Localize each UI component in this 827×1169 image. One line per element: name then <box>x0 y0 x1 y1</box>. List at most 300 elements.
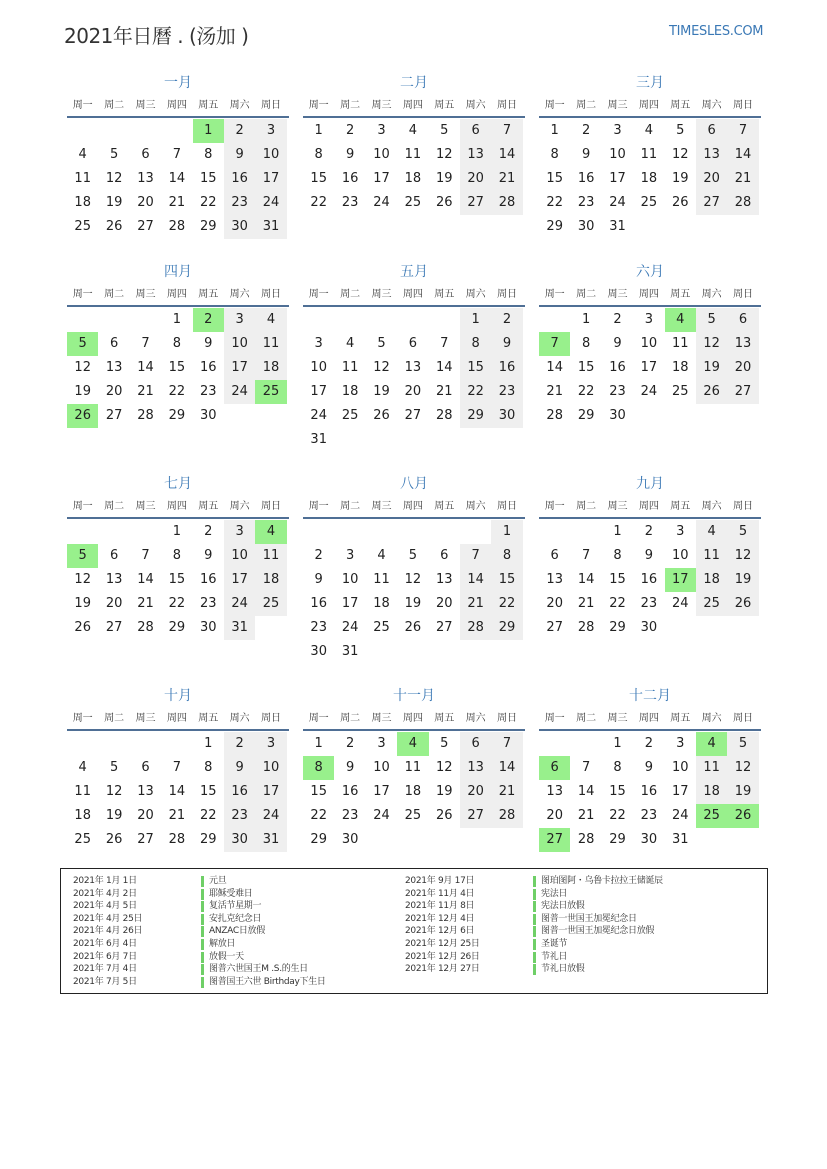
day-cell[interactable]: 1 <box>204 736 213 751</box>
day-cell[interactable]: 22 <box>310 195 327 210</box>
day-cell[interactable]: 2 <box>345 123 355 138</box>
day-cell[interactable]: 9 <box>224 143 255 167</box>
day-cell[interactable]: 27 <box>546 620 563 635</box>
day-cell[interactable]: 5 <box>727 732 758 756</box>
day-cell[interactable]: 19 <box>727 568 758 592</box>
day-cell[interactable]: 29 <box>546 219 563 234</box>
holiday-day-cell[interactable]: 2 <box>193 308 224 332</box>
holiday-day-cell[interactable]: 25 <box>255 380 286 404</box>
day-cell[interactable]: 1 <box>613 524 622 539</box>
day-cell[interactable]: 12 <box>404 572 422 587</box>
day-cell[interactable]: 21 <box>491 780 522 804</box>
day-cell[interactable]: 12 <box>105 784 123 799</box>
day-cell[interactable]: 8 <box>172 548 181 563</box>
day-cell[interactable]: 9 <box>314 572 323 587</box>
day-cell[interactable]: 27 <box>460 804 491 828</box>
day-cell[interactable]: 14 <box>168 171 186 186</box>
day-cell[interactable]: 21 <box>727 167 758 191</box>
day-cell[interactable]: 6 <box>408 336 417 351</box>
day-cell[interactable]: 25 <box>74 219 91 234</box>
day-cell[interactable]: 20 <box>404 384 422 399</box>
day-cell[interactable]: 13 <box>137 171 154 186</box>
day-cell[interactable]: 27 <box>696 191 727 215</box>
day-cell[interactable]: 2 <box>581 123 591 138</box>
day-cell[interactable]: 6 <box>109 336 119 351</box>
day-cell[interactable]: 28 <box>137 408 154 423</box>
day-cell[interactable]: 24 <box>640 384 658 399</box>
day-cell[interactable]: 10 <box>671 548 689 563</box>
day-cell[interactable]: 8 <box>460 332 491 356</box>
day-cell[interactable]: 16 <box>577 171 595 186</box>
day-cell[interactable]: 21 <box>435 384 453 399</box>
day-cell[interactable]: 18 <box>404 171 422 186</box>
day-cell[interactable]: 1 <box>613 736 622 751</box>
day-cell[interactable]: 30 <box>224 828 255 852</box>
day-cell[interactable]: 24 <box>255 191 286 215</box>
day-cell[interactable]: 28 <box>577 620 595 635</box>
day-cell[interactable]: 9 <box>204 548 213 563</box>
day-cell[interactable]: 30 <box>224 215 255 239</box>
day-cell[interactable]: 17 <box>255 780 286 804</box>
day-cell[interactable]: 3 <box>676 524 685 539</box>
day-cell[interactable]: 19 <box>373 384 390 399</box>
day-cell[interactable]: 4 <box>377 548 386 563</box>
day-cell[interactable]: 11 <box>404 147 422 162</box>
day-cell[interactable]: 8 <box>550 147 559 162</box>
day-cell[interactable]: 8 <box>613 548 622 563</box>
day-cell[interactable]: 1 <box>314 123 323 138</box>
day-cell[interactable]: 5 <box>440 736 449 751</box>
day-cell[interactable]: 10 <box>609 147 626 162</box>
day-cell[interactable]: 28 <box>137 620 154 635</box>
day-cell[interactable]: 1 <box>491 520 522 544</box>
day-cell[interactable]: 6 <box>696 119 727 143</box>
day-cell[interactable]: 13 <box>435 572 453 587</box>
holiday-day-cell[interactable]: 25 <box>696 804 727 828</box>
day-cell[interactable]: 13 <box>105 360 123 375</box>
day-cell[interactable]: 7 <box>141 548 150 563</box>
holiday-day-cell[interactable]: 4 <box>665 308 696 332</box>
day-cell[interactable]: 23 <box>310 620 327 635</box>
day-cell[interactable]: 19 <box>696 356 727 380</box>
day-cell[interactable]: 17 <box>671 784 689 799</box>
day-cell[interactable]: 6 <box>550 548 559 563</box>
day-cell[interactable]: 22 <box>546 195 563 210</box>
day-cell[interactable]: 11 <box>255 544 286 568</box>
day-cell[interactable]: 28 <box>727 191 758 215</box>
day-cell[interactable]: 9 <box>644 760 653 775</box>
day-cell[interactable]: 12 <box>74 360 91 375</box>
day-cell[interactable]: 31 <box>255 828 286 852</box>
day-cell[interactable]: 29 <box>609 832 626 847</box>
day-cell[interactable]: 29 <box>491 616 522 640</box>
day-cell[interactable]: 25 <box>255 592 286 616</box>
day-cell[interactable]: 13 <box>546 572 563 587</box>
day-cell[interactable]: 3 <box>255 732 286 756</box>
day-cell[interactable]: 16 <box>224 780 255 804</box>
day-cell[interactable]: 18 <box>404 784 422 799</box>
day-cell[interactable]: 2 <box>644 736 653 751</box>
day-cell[interactable]: 29 <box>310 832 327 847</box>
day-cell[interactable]: 11 <box>404 760 422 775</box>
day-cell[interactable]: 8 <box>581 336 591 351</box>
holiday-day-cell[interactable]: 5 <box>67 332 98 356</box>
day-cell[interactable]: 6 <box>141 147 150 162</box>
day-cell[interactable]: 12 <box>435 147 453 162</box>
day-cell[interactable]: 6 <box>440 548 449 563</box>
day-cell[interactable]: 31 <box>341 644 359 659</box>
day-cell[interactable]: 26 <box>696 380 727 404</box>
day-cell[interactable]: 21 <box>546 384 563 399</box>
day-cell[interactable]: 4 <box>255 308 286 332</box>
day-cell[interactable]: 8 <box>204 760 213 775</box>
day-cell[interactable]: 11 <box>341 360 359 375</box>
day-cell[interactable]: 20 <box>105 596 123 611</box>
day-cell[interactable]: 27 <box>137 219 154 234</box>
day-cell[interactable]: 27 <box>137 832 154 847</box>
day-cell[interactable]: 26 <box>435 808 453 823</box>
day-cell[interactable]: 6 <box>460 119 491 143</box>
day-cell[interactable]: 15 <box>199 784 217 799</box>
day-cell[interactable]: 25 <box>404 195 422 210</box>
day-cell[interactable]: 2 <box>345 736 355 751</box>
day-cell[interactable]: 12 <box>727 544 758 568</box>
day-cell[interactable]: 17 <box>609 171 626 186</box>
day-cell[interactable]: 24 <box>255 804 286 828</box>
day-cell[interactable]: 24 <box>224 592 255 616</box>
day-cell[interactable]: 22 <box>168 596 186 611</box>
day-cell[interactable]: 21 <box>460 592 491 616</box>
day-cell[interactable]: 18 <box>74 808 91 823</box>
holiday-day-cell[interactable]: 17 <box>665 568 696 592</box>
day-cell[interactable]: 16 <box>640 784 658 799</box>
day-cell[interactable]: 3 <box>613 123 622 138</box>
day-cell[interactable]: 22 <box>310 808 327 823</box>
day-cell[interactable]: 19 <box>74 596 91 611</box>
day-cell[interactable]: 5 <box>727 520 758 544</box>
day-cell[interactable]: 8 <box>491 544 522 568</box>
day-cell[interactable]: 11 <box>696 756 727 780</box>
day-cell[interactable]: 19 <box>727 780 758 804</box>
day-cell[interactable]: 7 <box>172 760 181 775</box>
day-cell[interactable]: 22 <box>460 380 491 404</box>
day-cell[interactable]: 10 <box>640 336 658 351</box>
day-cell[interactable]: 28 <box>168 832 186 847</box>
day-cell[interactable]: 12 <box>727 756 758 780</box>
day-cell[interactable]: 7 <box>440 336 449 351</box>
day-cell[interactable]: 23 <box>341 195 359 210</box>
day-cell[interactable]: 24 <box>609 195 626 210</box>
day-cell[interactable]: 28 <box>546 408 563 423</box>
day-cell[interactable]: 11 <box>671 336 689 351</box>
day-cell[interactable]: 23 <box>640 596 658 611</box>
day-cell[interactable]: 2 <box>314 548 323 563</box>
holiday-day-cell[interactable]: 4 <box>696 732 727 756</box>
day-cell[interactable]: 18 <box>255 568 286 592</box>
day-cell[interactable]: 4 <box>78 147 87 162</box>
day-cell[interactable]: 24 <box>373 195 390 210</box>
day-cell[interactable]: 17 <box>640 360 658 375</box>
day-cell[interactable]: 1 <box>460 308 491 332</box>
day-cell[interactable]: 31 <box>671 832 689 847</box>
day-cell[interactable]: 15 <box>609 572 626 587</box>
day-cell[interactable]: 14 <box>168 784 186 799</box>
day-cell[interactable]: 7 <box>141 336 150 351</box>
holiday-day-cell[interactable]: 8 <box>303 756 334 780</box>
day-cell[interactable]: 10 <box>671 760 689 775</box>
day-cell[interactable]: 22 <box>491 592 522 616</box>
day-cell[interactable]: 16 <box>199 360 217 375</box>
day-cell[interactable]: 28 <box>435 408 453 423</box>
day-cell[interactable]: 18 <box>255 356 286 380</box>
day-cell[interactable]: 4 <box>408 123 417 138</box>
day-cell[interactable]: 18 <box>373 596 390 611</box>
day-cell[interactable]: 7 <box>460 544 491 568</box>
day-cell[interactable]: 26 <box>373 408 390 423</box>
day-cell[interactable]: 26 <box>105 219 123 234</box>
day-cell[interactable]: 13 <box>460 756 491 780</box>
day-cell[interactable]: 24 <box>373 808 390 823</box>
day-cell[interactable]: 23 <box>341 808 359 823</box>
day-cell[interactable]: 22 <box>609 596 626 611</box>
day-cell[interactable]: 1 <box>581 312 591 327</box>
day-cell[interactable]: 7 <box>491 732 522 756</box>
day-cell[interactable]: 30 <box>199 408 217 423</box>
day-cell[interactable]: 17 <box>373 171 390 186</box>
day-cell[interactable]: 15 <box>168 360 186 375</box>
day-cell[interactable]: 3 <box>255 119 286 143</box>
day-cell[interactable]: 16 <box>640 572 658 587</box>
day-cell[interactable]: 28 <box>577 832 595 847</box>
day-cell[interactable]: 8 <box>314 147 323 162</box>
day-cell[interactable]: 24 <box>224 380 255 404</box>
day-cell[interactable]: 10 <box>310 360 327 375</box>
day-cell[interactable]: 10 <box>373 147 390 162</box>
day-cell[interactable]: 22 <box>168 384 186 399</box>
day-cell[interactable]: 13 <box>404 360 422 375</box>
day-cell[interactable]: 30 <box>341 832 359 847</box>
day-cell[interactable]: 2 <box>491 308 522 332</box>
day-cell[interactable]: 20 <box>727 356 758 380</box>
day-cell[interactable]: 26 <box>435 195 453 210</box>
day-cell[interactable]: 13 <box>460 143 491 167</box>
day-cell[interactable]: 3 <box>314 336 323 351</box>
day-cell[interactable]: 8 <box>204 147 213 162</box>
holiday-day-cell[interactable]: 4 <box>255 520 286 544</box>
day-cell[interactable]: 31 <box>224 616 255 640</box>
day-cell[interactable]: 6 <box>460 732 491 756</box>
day-cell[interactable]: 29 <box>168 408 186 423</box>
day-cell[interactable]: 20 <box>460 780 491 804</box>
day-cell[interactable]: 2 <box>644 524 653 539</box>
day-cell[interactable]: 5 <box>676 123 685 138</box>
day-cell[interactable]: 21 <box>137 384 154 399</box>
day-cell[interactable]: 16 <box>609 360 626 375</box>
day-cell[interactable]: 17 <box>224 356 255 380</box>
day-cell[interactable]: 11 <box>696 544 727 568</box>
day-cell[interactable]: 27 <box>727 380 758 404</box>
day-cell[interactable]: 24 <box>310 408 327 423</box>
holiday-day-cell[interactable]: 5 <box>67 544 98 568</box>
day-cell[interactable]: 7 <box>581 760 591 775</box>
day-cell[interactable]: 29 <box>199 832 217 847</box>
day-cell[interactable]: 10 <box>341 572 359 587</box>
day-cell[interactable]: 1 <box>550 123 559 138</box>
day-cell[interactable]: 4 <box>345 336 355 351</box>
day-cell[interactable]: 21 <box>168 195 186 210</box>
day-cell[interactable]: 6 <box>109 548 119 563</box>
day-cell[interactable]: 11 <box>74 171 91 186</box>
day-cell[interactable]: 10 <box>255 143 286 167</box>
day-cell[interactable]: 26 <box>105 832 123 847</box>
day-cell[interactable]: 26 <box>671 195 689 210</box>
day-cell[interactable]: 1 <box>314 736 323 751</box>
holiday-day-cell[interactable]: 6 <box>539 756 570 780</box>
day-cell[interactable]: 26 <box>74 620 91 635</box>
day-cell[interactable]: 16 <box>199 572 217 587</box>
holiday-day-cell[interactable]: 26 <box>67 404 98 428</box>
day-cell[interactable]: 31 <box>609 219 626 234</box>
day-cell[interactable]: 3 <box>224 520 255 544</box>
day-cell[interactable]: 19 <box>105 195 123 210</box>
day-cell[interactable]: 9 <box>204 336 213 351</box>
day-cell[interactable]: 26 <box>404 620 422 635</box>
day-cell[interactable]: 29 <box>460 404 491 428</box>
day-cell[interactable]: 9 <box>613 336 622 351</box>
day-cell[interactable]: 14 <box>577 784 595 799</box>
day-cell[interactable]: 27 <box>460 191 491 215</box>
day-cell[interactable]: 30 <box>609 408 626 423</box>
day-cell[interactable]: 9 <box>224 756 255 780</box>
holiday-day-cell[interactable]: 7 <box>539 332 570 356</box>
day-cell[interactable]: 9 <box>644 548 653 563</box>
day-cell[interactable]: 5 <box>377 336 386 351</box>
day-cell[interactable]: 3 <box>377 736 386 751</box>
day-cell[interactable]: 21 <box>168 808 186 823</box>
day-cell[interactable]: 5 <box>696 308 727 332</box>
day-cell[interactable]: 25 <box>640 195 658 210</box>
day-cell[interactable]: 12 <box>74 572 91 587</box>
day-cell[interactable]: 18 <box>74 195 91 210</box>
day-cell[interactable]: 3 <box>377 123 386 138</box>
day-cell[interactable]: 14 <box>577 572 595 587</box>
day-cell[interactable]: 9 <box>581 147 591 162</box>
day-cell[interactable]: 29 <box>199 219 217 234</box>
day-cell[interactable]: 5 <box>109 760 119 775</box>
day-cell[interactable]: 30 <box>199 620 217 635</box>
day-cell[interactable]: 3 <box>345 548 355 563</box>
day-cell[interactable]: 23 <box>199 384 217 399</box>
day-cell[interactable]: 8 <box>172 336 181 351</box>
day-cell[interactable]: 19 <box>74 384 91 399</box>
day-cell[interactable]: 19 <box>404 596 422 611</box>
day-cell[interactable]: 9 <box>491 332 522 356</box>
day-cell[interactable]: 19 <box>435 784 453 799</box>
day-cell[interactable]: 24 <box>341 620 359 635</box>
day-cell[interactable]: 11 <box>373 572 390 587</box>
day-cell[interactable]: 29 <box>577 408 595 423</box>
day-cell[interactable]: 22 <box>609 808 626 823</box>
day-cell[interactable]: 25 <box>373 620 390 635</box>
day-cell[interactable]: 23 <box>577 195 595 210</box>
day-cell[interactable]: 4 <box>644 123 653 138</box>
holiday-day-cell[interactable]: 4 <box>397 732 428 756</box>
day-cell[interactable]: 23 <box>609 384 626 399</box>
day-cell[interactable]: 18 <box>640 171 658 186</box>
day-cell[interactable]: 7 <box>581 548 591 563</box>
day-cell[interactable]: 14 <box>491 756 522 780</box>
day-cell[interactable]: 12 <box>671 147 689 162</box>
day-cell[interactable]: 12 <box>105 171 123 186</box>
day-cell[interactable]: 16 <box>224 167 255 191</box>
day-cell[interactable]: 13 <box>105 572 123 587</box>
day-cell[interactable]: 14 <box>137 360 154 375</box>
day-cell[interactable]: 1 <box>172 312 181 327</box>
day-cell[interactable]: 27 <box>404 408 422 423</box>
day-cell[interactable]: 14 <box>460 568 491 592</box>
day-cell[interactable]: 19 <box>105 808 123 823</box>
day-cell[interactable]: 18 <box>341 384 359 399</box>
day-cell[interactable]: 20 <box>546 808 563 823</box>
day-cell[interactable]: 27 <box>105 408 123 423</box>
day-cell[interactable]: 28 <box>168 219 186 234</box>
day-cell[interactable]: 14 <box>137 572 154 587</box>
day-cell[interactable]: 26 <box>727 592 758 616</box>
holiday-day-cell[interactable]: 1 <box>193 119 224 143</box>
day-cell[interactable]: 25 <box>74 832 91 847</box>
day-cell[interactable]: 15 <box>168 572 186 587</box>
day-cell[interactable]: 12 <box>435 760 453 775</box>
day-cell[interactable]: 16 <box>341 784 359 799</box>
day-cell[interactable]: 24 <box>671 596 689 611</box>
day-cell[interactable]: 7 <box>491 119 522 143</box>
day-cell[interactable]: 29 <box>168 620 186 635</box>
day-cell[interactable]: 8 <box>613 760 622 775</box>
day-cell[interactable]: 7 <box>727 119 758 143</box>
day-cell[interactable]: 17 <box>341 596 359 611</box>
day-cell[interactable]: 10 <box>255 756 286 780</box>
day-cell[interactable]: 4 <box>78 760 87 775</box>
day-cell[interactable]: 27 <box>435 620 453 635</box>
day-cell[interactable]: 20 <box>696 167 727 191</box>
day-cell[interactable]: 19 <box>671 171 689 186</box>
day-cell[interactable]: 12 <box>696 332 727 356</box>
day-cell[interactable]: 10 <box>373 760 390 775</box>
day-cell[interactable]: 9 <box>345 760 355 775</box>
day-cell[interactable]: 6 <box>141 760 150 775</box>
day-cell[interactable]: 20 <box>105 384 123 399</box>
day-cell[interactable]: 16 <box>341 171 359 186</box>
day-cell[interactable]: 21 <box>577 596 595 611</box>
day-cell[interactable]: 25 <box>696 592 727 616</box>
day-cell[interactable]: 20 <box>137 195 154 210</box>
day-cell[interactable]: 20 <box>137 808 154 823</box>
day-cell[interactable]: 10 <box>224 332 255 356</box>
day-cell[interactable]: 11 <box>74 784 91 799</box>
day-cell[interactable]: 18 <box>671 360 689 375</box>
day-cell[interactable]: 15 <box>609 784 626 799</box>
day-cell[interactable]: 1 <box>172 524 181 539</box>
day-cell[interactable]: 23 <box>640 808 658 823</box>
day-cell[interactable]: 9 <box>345 147 355 162</box>
day-cell[interactable]: 22 <box>199 195 217 210</box>
holiday-day-cell[interactable]: 27 <box>539 828 570 852</box>
day-cell[interactable]: 17 <box>255 167 286 191</box>
day-cell[interactable]: 3 <box>644 312 653 327</box>
day-cell[interactable]: 14 <box>491 143 522 167</box>
day-cell[interactable]: 5 <box>440 123 449 138</box>
day-cell[interactable]: 20 <box>546 596 563 611</box>
